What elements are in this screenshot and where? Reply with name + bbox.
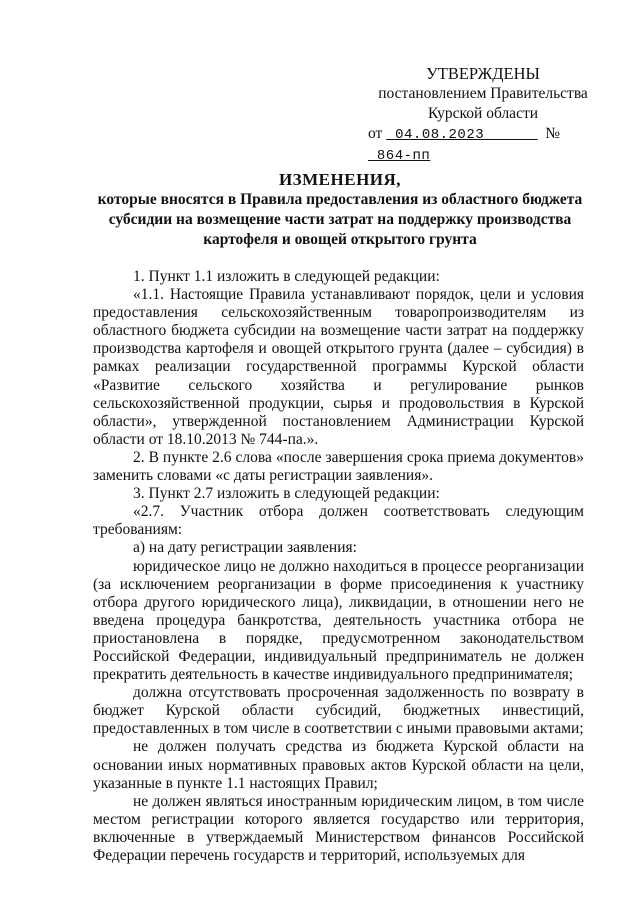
approval-authority: постановлением Правительства bbox=[378, 85, 588, 102]
paragraph: «1.1. Настоящие Правила устанавливают порядок, цели и условия предоставления сельскохозяйственным товаропроизводителям из областного бюджета субсидии на возмещение части затрат на поддержку производства картофеля и овощей открытого грунта (далее – субсидия) в рамках реализации государственной программы Курской области «Развитие сельского хозяйства и регулирование рынков сельскохозяйственной продукции, сырья и продовольствия в Курской области», утвержденной постановлением Администрации Курской области от 18.10.2013 № 744-па.». bbox=[93, 286, 584, 448]
paragraph: 2. В пункте 2.6 слова «после завершения срока приема документов» заменить словами «с даты регистрации заявления». bbox=[93, 448, 584, 485]
approval-date: 04.08.2023 bbox=[395, 127, 485, 143]
paragraph: не должен являться иностранным юридическим лицом, в том числе местом регистрации которого является государство или территория, включенные в утверждаемый Министерством финансов Российской Федерации перечень государств и территорий, используемых для bbox=[93, 792, 584, 864]
document-title bbox=[80, 170, 600, 250]
paragraph: должна отсутствовать просроченная задолженность по возврату в бюджет Курской области субсидий, бюджетных инвестиций, предоставленных в том числе в соответствии с иными правовыми актами; bbox=[93, 684, 584, 738]
paragraph: юридическое лицо не должно находиться в процессе реорганизации (за исключением реорганизации в форме присоединения к участнику отбора другого юридического лица), ликвидации, в отношении него не введена процедура банкротства, деятельность участника отбора не приостановлена в порядке, предусмотренном законодательством Российской Федерации, индивидуальный предприниматель не должен прекратить деятельность в качестве индивидуального предпринимателя; bbox=[93, 557, 584, 684]
title-heading: ИЗМЕНЕНИЯ, bbox=[278, 170, 402, 189]
paragraph: 3. Пункт 2.7 изложить в следующей редакции: bbox=[133, 485, 440, 503]
number-sign: № bbox=[545, 125, 561, 142]
approval-stamp bbox=[368, 64, 598, 166]
document-body bbox=[93, 268, 584, 865]
approval-number: 864-пп bbox=[376, 148, 431, 164]
title-subtitle: которые вносятся в Правила предоставления из областного бюджета субсидии на возмещение части затрат на поддержку производства картофеля и овощей открытого грунта bbox=[97, 191, 583, 248]
paragraph: 1. Пункт 1.1 изложить в следующей редакции: bbox=[133, 268, 440, 285]
approval-heading: УТВЕРЖДЕНЫ bbox=[426, 64, 540, 83]
approval-date-line bbox=[368, 124, 598, 166]
paragraph: а) на дату регистрации заявления: bbox=[133, 539, 357, 557]
approval-region: Курской области bbox=[427, 105, 539, 122]
paragraph: «2.7. Участник отбора должен соответствовать следующим требованиям: bbox=[93, 503, 584, 539]
date-prefix: от bbox=[368, 125, 383, 142]
paragraph: не должен получать средства из бюджета Курской области на основании иных нормативных правовых актов Курской области на цели, указанные в пункте 1.1 настоящих Правил; bbox=[93, 738, 584, 792]
